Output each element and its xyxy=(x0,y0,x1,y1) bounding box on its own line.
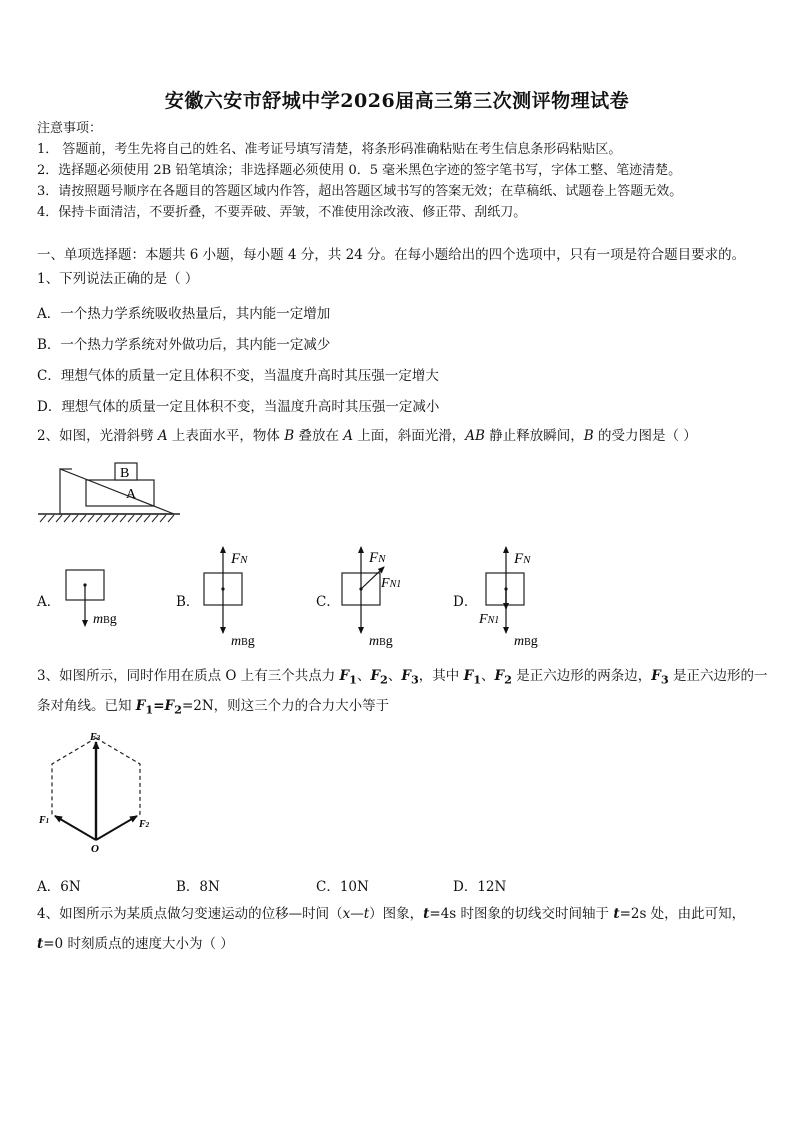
q4-text: =2s 处，由此可知， xyxy=(619,906,746,922)
q2-option-b-label: B． xyxy=(176,594,200,610)
q2-option-a-label: A． xyxy=(37,594,61,610)
q3-text: ，其中 xyxy=(418,668,464,684)
friction-force-label: FN1 xyxy=(381,576,402,591)
wedge-a-label: A xyxy=(126,487,137,502)
q3-text: 是正六边形的一 xyxy=(668,668,768,684)
q1-option-b: B．一个热力学系统对外做功后，其内能一定减少 xyxy=(37,337,331,353)
normal-force-label: FN xyxy=(514,551,531,567)
gravity-label: mBg xyxy=(514,634,538,649)
normal-force-label: FN xyxy=(369,550,386,566)
sub-1: 1 xyxy=(349,672,357,687)
q4-stem-line1 xyxy=(37,905,745,923)
q1-option-c: C．理想气体的质量一定且体积不变，当温度升高时其压强一定增大 xyxy=(37,368,439,384)
q2-stem-text: 静止释放瞬间， xyxy=(484,428,584,444)
gravity-label: mBg xyxy=(369,634,393,649)
q2-var-b: B xyxy=(583,428,594,444)
var-f3: F xyxy=(651,668,661,684)
notice-item-1: 1． 答题前，考生先将自己的姓名、准考证号填写清楚，将条形码准确粘贴在考生信息条形码粘贴区。 xyxy=(37,142,622,157)
q4-var-t: t xyxy=(37,936,44,952)
q3-option-b: B．8N xyxy=(176,879,220,895)
q2-option-c-label: C． xyxy=(316,594,340,610)
block-b-label: B xyxy=(120,466,130,481)
section-heading: 一、单项选择题：本题共 6 小题，每小题 4 分，共 24 分。在每小题给出的四个选项中，只有一项是符合题目要求的。 xyxy=(37,247,746,263)
q4-text: 4、如图所示为某质点做匀变速运动的位移—时间（ xyxy=(37,906,343,922)
q4-stem-line2 xyxy=(37,935,234,953)
q4-var-xt: x—t xyxy=(342,906,370,922)
q2-option-b-diagram xyxy=(198,543,278,651)
notice-item-3: 3．请按照题号顺序在各题目的答题区域内作答，超出答题区域书写的答案无效；在草稿纸、试题卷上答题无效。 xyxy=(37,184,683,199)
q1-option-d: D．理想气体的质量一定且体积不变，当温度升高时其压强一定减小 xyxy=(37,399,440,415)
q3-sep: 、 xyxy=(481,668,495,684)
q3-hexagon-figure xyxy=(36,730,156,854)
q2-stem-text: 2、如图，光滑斜劈 xyxy=(37,428,158,444)
sub-3: 3 xyxy=(410,672,419,687)
q2-option-a-diagram xyxy=(60,560,140,632)
q2-var-ab: AB xyxy=(465,428,485,444)
q3-text: 是正六边形的两条边， xyxy=(511,668,652,684)
q4-var-t: t xyxy=(423,906,430,922)
force-f1-arrow xyxy=(55,816,96,840)
q3-option-a: A．6N xyxy=(37,879,81,895)
q3-stem-line1 xyxy=(37,667,767,689)
sub-2: 2 xyxy=(174,702,182,717)
q2-stem-text: 叠放在 xyxy=(294,428,344,444)
extra-force-label: FN1 xyxy=(479,612,500,627)
q2-incline-figure xyxy=(36,456,186,528)
q3-text: 条对角线。已知 xyxy=(37,698,136,714)
q2-stem-text: 上表面水平，物体 xyxy=(167,428,285,444)
origin-o-label: O xyxy=(91,843,99,854)
sub-1: 1 xyxy=(145,702,154,717)
notice-heading: 注意事项： xyxy=(37,121,103,136)
page-title: 安徽六安市舒城中学2026届高三第三次测评物理试卷 xyxy=(164,90,630,112)
q3-stem-line2: 条对角线。已知 $F_1=F_2=2N$，则这三个力的合力大小等于 xyxy=(37,698,390,717)
q3-option-d: D．12N xyxy=(453,879,507,895)
f2-label: F2 xyxy=(139,819,150,830)
sub-3: 3 xyxy=(660,672,669,687)
q3-option-c: C．10N xyxy=(316,879,369,895)
q2-stem-text: 的受力图是（ ） xyxy=(593,428,697,444)
q4-text: ）图象， xyxy=(369,906,424,922)
var-f1: F xyxy=(339,668,350,684)
q2-var-a: A xyxy=(343,428,353,444)
q2-var-b: B xyxy=(284,428,295,444)
notice-item-4: 4．保持卡面清洁，不要折叠，不要弄破、弄皱，不准使用涂改液、修正带、刮纸刀。 xyxy=(37,205,527,220)
q1-option-a: A．一个热力学系统吸收热量后，其内能一定增加 xyxy=(37,306,331,322)
q4-text: =4s 时图象的切线交时间轴于 xyxy=(429,906,614,922)
notice-item-2: 2．选择题必须使用 2B 铅笔填涂；非选择题必须使用 0．5 毫米黑色字迹的签字笔书写，字体工整、笔迹清楚。 xyxy=(37,163,682,178)
gravity-label: mBg xyxy=(93,612,117,627)
q2-option-d-diagram xyxy=(476,543,566,651)
q3-text: 3、如图所示，同时作用在质点 O 上有三个共点力 xyxy=(37,668,340,684)
sub-2: 2 xyxy=(504,672,512,687)
q2-option-c-diagram xyxy=(336,543,426,651)
q2-stem-text: 上面，斜面光滑， xyxy=(353,428,466,444)
sub-1: 1 xyxy=(473,672,482,687)
var-f2: F xyxy=(370,668,381,684)
sub-2: 2 xyxy=(380,672,388,687)
q3-text: =2N，则这三个力的合力大小等于 xyxy=(181,698,390,714)
q4-text: =0 时刻质点的速度大小为（ ） xyxy=(43,936,234,952)
q3-sep: 、 xyxy=(356,668,371,684)
var-f2: F xyxy=(164,698,175,714)
q1-stem: 1、下列说法正确的是（ ） xyxy=(37,271,199,287)
var-f1: F xyxy=(135,698,146,714)
gravity-label: mBg xyxy=(231,634,255,649)
force-f2-arrow xyxy=(96,816,137,840)
ground-hatching xyxy=(40,515,174,522)
q2-var-a: A xyxy=(157,428,168,444)
q2-option-d-label: D． xyxy=(453,594,478,610)
var-f3: F xyxy=(401,668,411,684)
normal-force-label: FN xyxy=(231,551,248,567)
q4-var-t: t xyxy=(613,906,620,922)
f1-label: F1 xyxy=(39,815,50,826)
var-f1: F xyxy=(463,668,474,684)
f3-label: F3 xyxy=(90,732,101,743)
var-f2: F xyxy=(494,668,505,684)
q3-sep: 、 xyxy=(387,668,402,684)
q2-stem xyxy=(37,427,697,445)
